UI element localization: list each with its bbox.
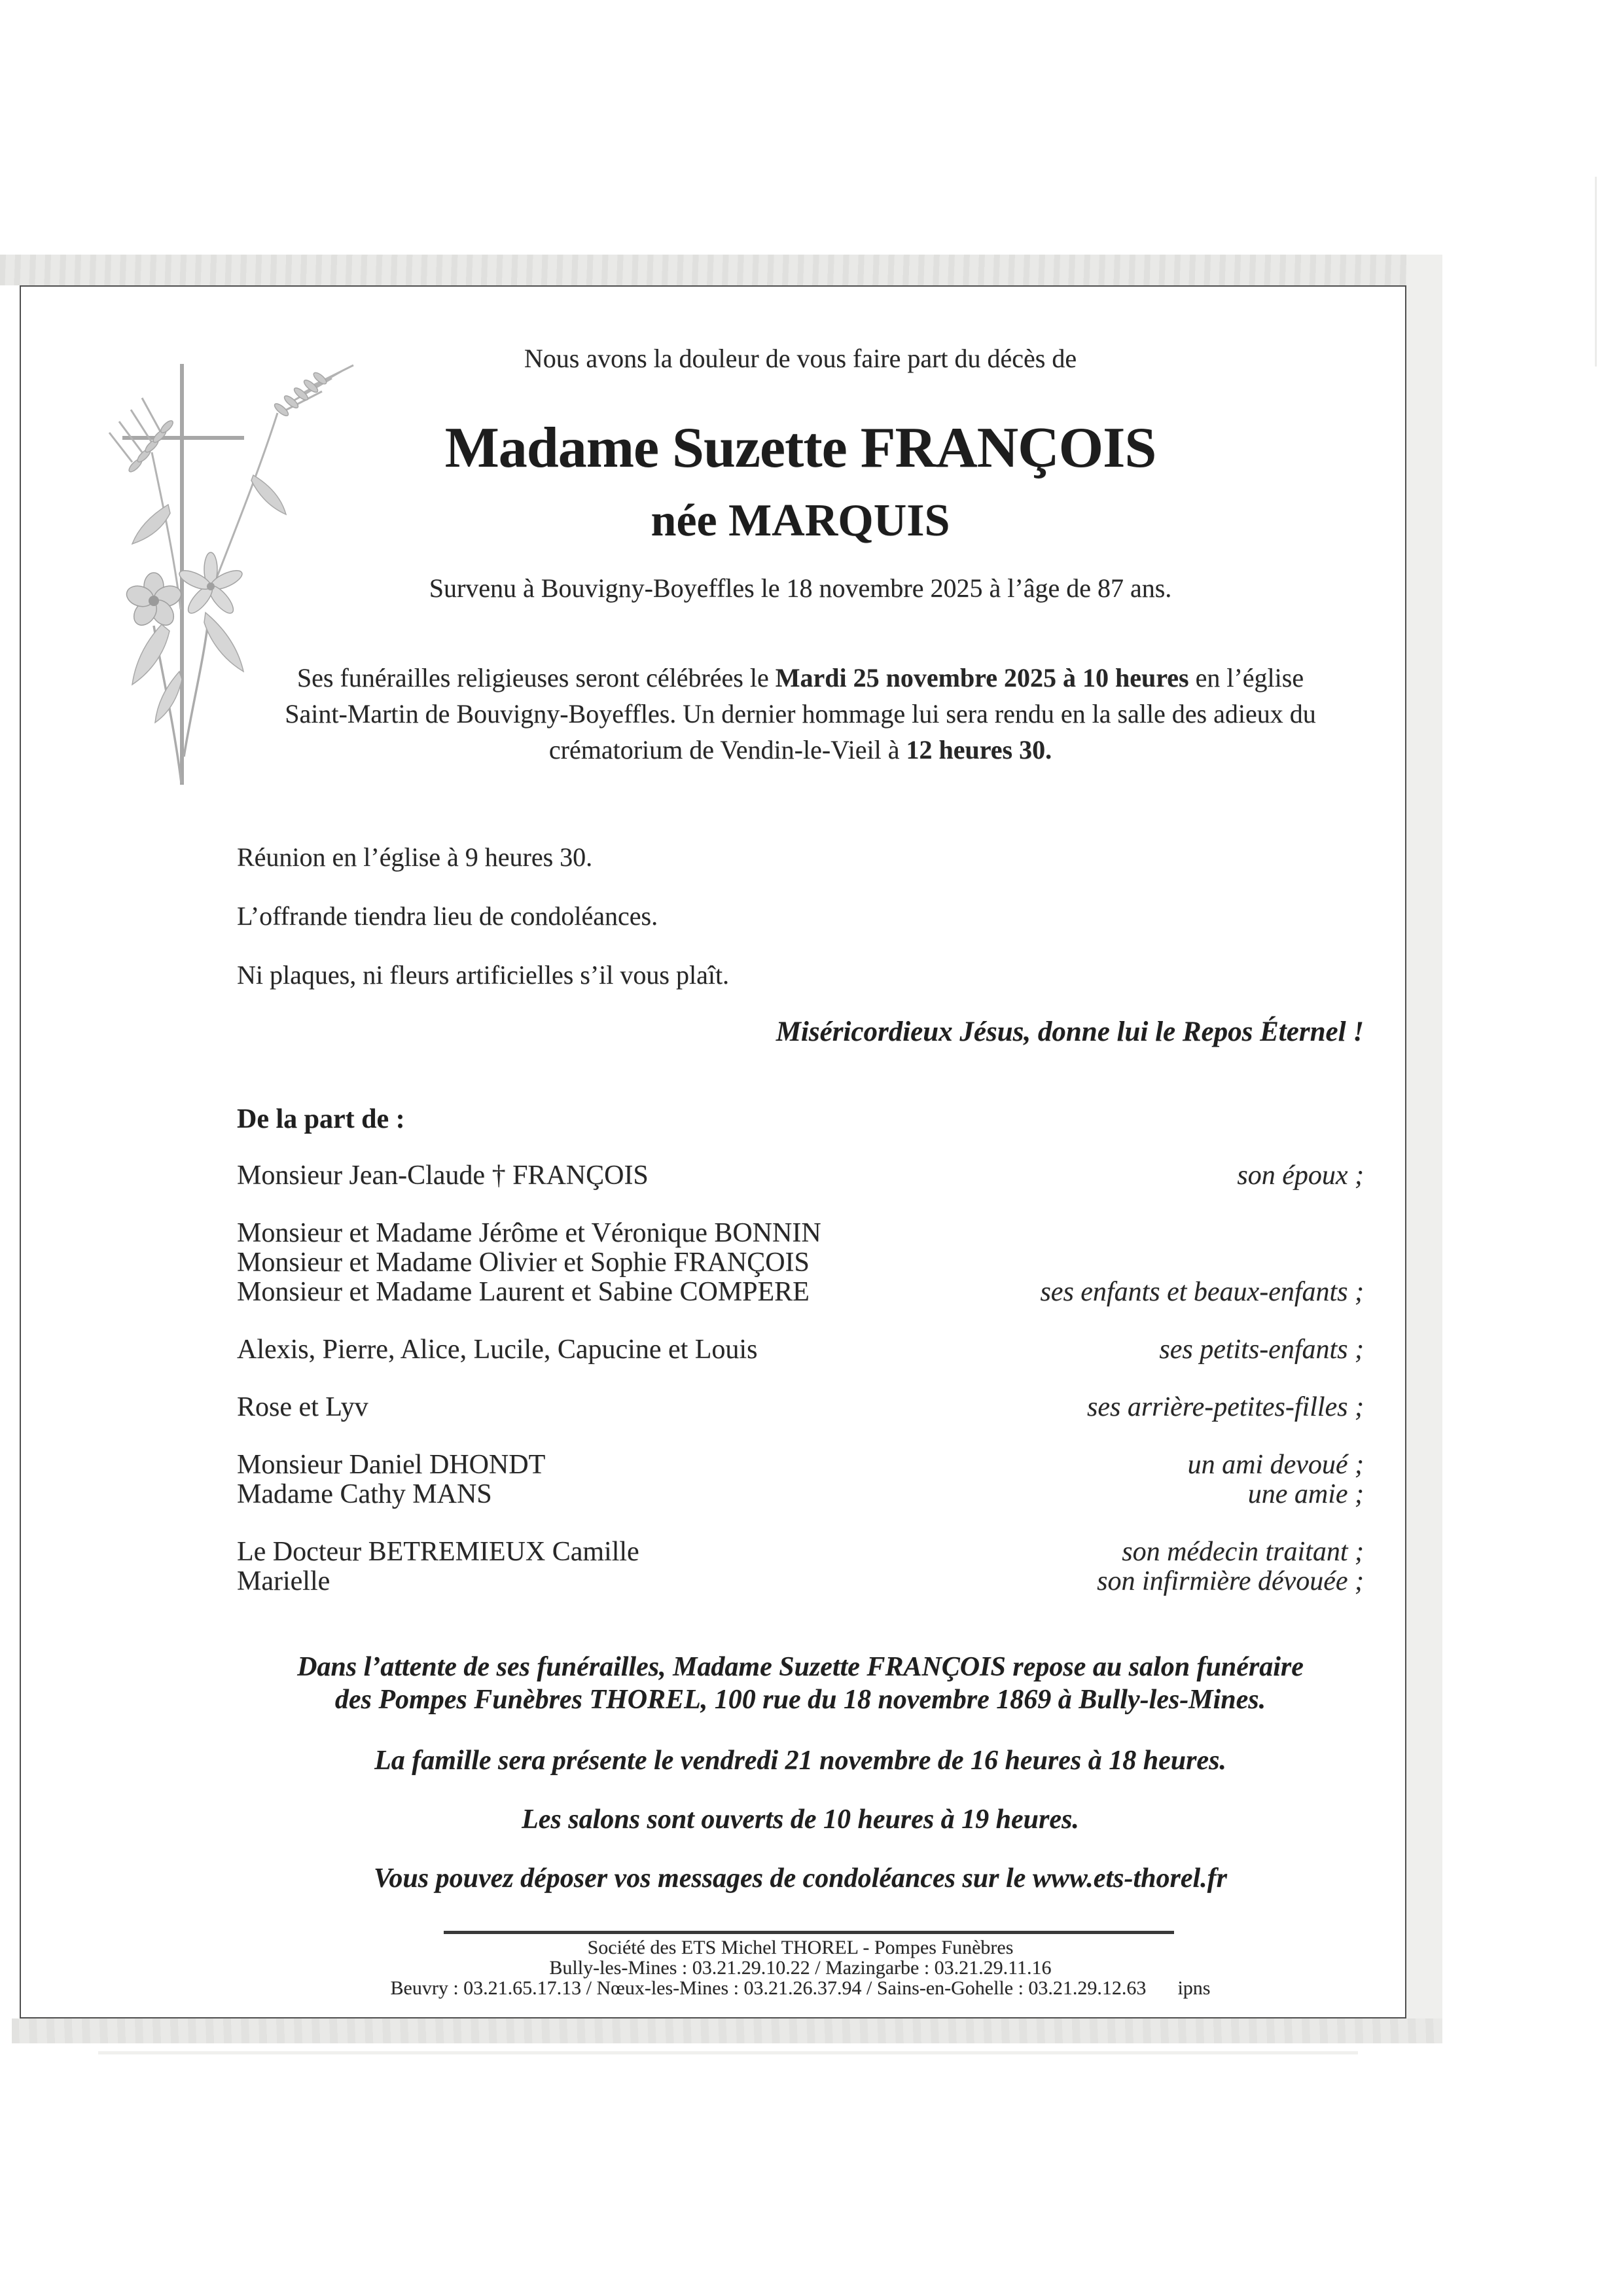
- footer-phones-line-1: Bully-les-Mines : 03.21.29.10.22 / Mazingarbe : 03.21.29.11.16: [549, 1957, 1052, 1979]
- family-relation-label: son époux ;: [1237, 1160, 1364, 1191]
- family-name: Le Docteur BETREMIEUX Camille: [237, 1537, 639, 1567]
- family-relation-label: ses petits-enfants ;: [1159, 1335, 1364, 1365]
- wheat-stalk-left: [109, 398, 181, 609]
- family-relation-label: ses enfants et beaux-enfants ;: [1040, 1277, 1364, 1307]
- intro-line: Nous avons la douleur de vous faire part du décès de: [524, 344, 1077, 373]
- family-row: [237, 1567, 1364, 1596]
- family-row: [237, 1450, 1364, 1480]
- condolences-website-line: Vous pouvez déposer vos messages de condoléances sur le www.ets-thorel.fr: [374, 1863, 1227, 1893]
- notice-reunion: Réunion en l’église à 9 heures 30.: [237, 842, 593, 872]
- prayer-line: Miséricordieux Jésus, donne lui le Repos Éternel !: [776, 1016, 1364, 1047]
- funeral-time-bold: 12 heures 30.: [906, 735, 1052, 764]
- death-announcement-card: [20, 285, 1406, 2018]
- repose-line-1: Dans l’attente de ses funérailles, Madame Suzette FRANÇOIS repose au salon funéraire: [297, 1652, 1304, 1682]
- deceased-name: Madame Suzette FRANÇOIS: [444, 416, 1156, 480]
- wheat-leaf-left: [132, 505, 170, 544]
- repose-paragraph: [237, 1651, 1364, 1716]
- funeral-line3-pre: crématorium de Vendin-le-Vieil à: [548, 735, 906, 764]
- family-name: Monsieur et Madame Olivier et Sophie FRANÇOIS: [237, 1247, 810, 1278]
- family-name: Marielle: [237, 1566, 330, 1596]
- flower-left: [124, 573, 183, 630]
- family-row: [237, 1537, 1364, 1567]
- family-presence-line: La famille sera présente le vendredi 21 novembre de 16 heures à 18 heures.: [374, 1746, 1226, 1776]
- family-row: [237, 1219, 1364, 1248]
- family-row: [237, 1335, 1364, 1365]
- family-name: Monsieur et Madame Laurent et Sabine COMPERE: [237, 1277, 810, 1307]
- footer-phones-line-2: [237, 1978, 1364, 1998]
- repose-line-2: des Pompes Funèbres THOREL, 100 rue du 18 novembre 1869 à Bully-les-Mines.: [334, 1685, 1266, 1715]
- funeral-paragraph: [237, 660, 1364, 768]
- scan-shadow-top: [0, 255, 1442, 285]
- family-row: [237, 1480, 1364, 1509]
- family-row: [237, 1278, 1364, 1307]
- wheat-ear-right: [273, 370, 329, 418]
- family-name: Monsieur Daniel DHONDT: [237, 1450, 546, 1480]
- maiden-name: née MARQUIS: [651, 495, 950, 546]
- scan-shadow-right: [1406, 255, 1442, 2043]
- salon-hours-line: Les salons sont ouverts de 10 heures à 19 heures.: [522, 1804, 1079, 1835]
- footer-divider: [444, 1931, 1174, 1934]
- footer-block: [237, 1937, 1364, 1998]
- flower-right: [177, 552, 245, 617]
- family-name: Rose et Lyv: [237, 1392, 368, 1422]
- family-relation-label: ses arrière-petites-filles ;: [1086, 1392, 1364, 1422]
- scan-artifact-line: [1595, 177, 1597, 367]
- notice-fleurs: Ni plaques, ni fleurs artificielles s’il vous plaît.: [237, 960, 730, 990]
- funeral-line1-post: en l’église: [1188, 663, 1304, 692]
- footer-ipns: ipns: [1177, 1977, 1211, 1999]
- funeral-line2: Saint-Martin de Bouvigny-Boyeffles. Un dernier hommage lui sera rendu en la salle des adieux du: [285, 699, 1316, 728]
- flower-leaves: [132, 613, 243, 723]
- notice-offrande: L’offrande tiendra lieu de condoléances.: [237, 901, 658, 931]
- family-name: Monsieur Jean-Claude † FRANÇOIS: [237, 1160, 649, 1191]
- scan-shadow-faint-line: [98, 2051, 1358, 2054]
- death-notice-line: Survenu à Bouvigny-Boyeffles le 18 novembre 2025 à l’âge de 87 ans.: [429, 573, 1172, 603]
- family-row: [237, 1248, 1364, 1278]
- cross-horizontal-bar: [122, 436, 244, 440]
- family-name: Monsieur et Madame Jérôme et Véronique BONNIN: [237, 1218, 821, 1248]
- funeral-date-bold: Mardi 25 novembre 2025 à 10 heures: [775, 663, 1189, 692]
- family-relation-label: une amie ;: [1247, 1479, 1364, 1509]
- family-row: [237, 1393, 1364, 1422]
- footer-phones-text: Beuvry : 03.21.65.17.13 / Nœux-les-Mines : 03.21.26.37.94 / Sains-en-Gohelle : 03.21.29.12.63: [390, 1977, 1147, 1999]
- family-relation-label: son médecin traitant ;: [1122, 1537, 1364, 1567]
- family-name: Alexis, Pierre, Alice, Lucile, Capucine et Louis: [237, 1335, 758, 1365]
- family-row: [237, 1161, 1364, 1191]
- funeral-line1-pre: Ses funérailles religieuses seront célébrées le: [296, 663, 776, 692]
- family-relation-label: un ami devoué ;: [1187, 1450, 1364, 1480]
- family-relation-label: son infirmière dévouée ;: [1097, 1566, 1364, 1596]
- family-name: Madame Cathy MANS: [237, 1479, 492, 1509]
- footer-company: Société des ETS Michel THOREL - Pompes Funèbres: [587, 1937, 1014, 1958]
- from-heading: De la part de :: [237, 1104, 405, 1134]
- family-list: [237, 1161, 1364, 1596]
- scan-shadow-bottom: [12, 2018, 1442, 2043]
- wheat-ear-left: [127, 419, 175, 474]
